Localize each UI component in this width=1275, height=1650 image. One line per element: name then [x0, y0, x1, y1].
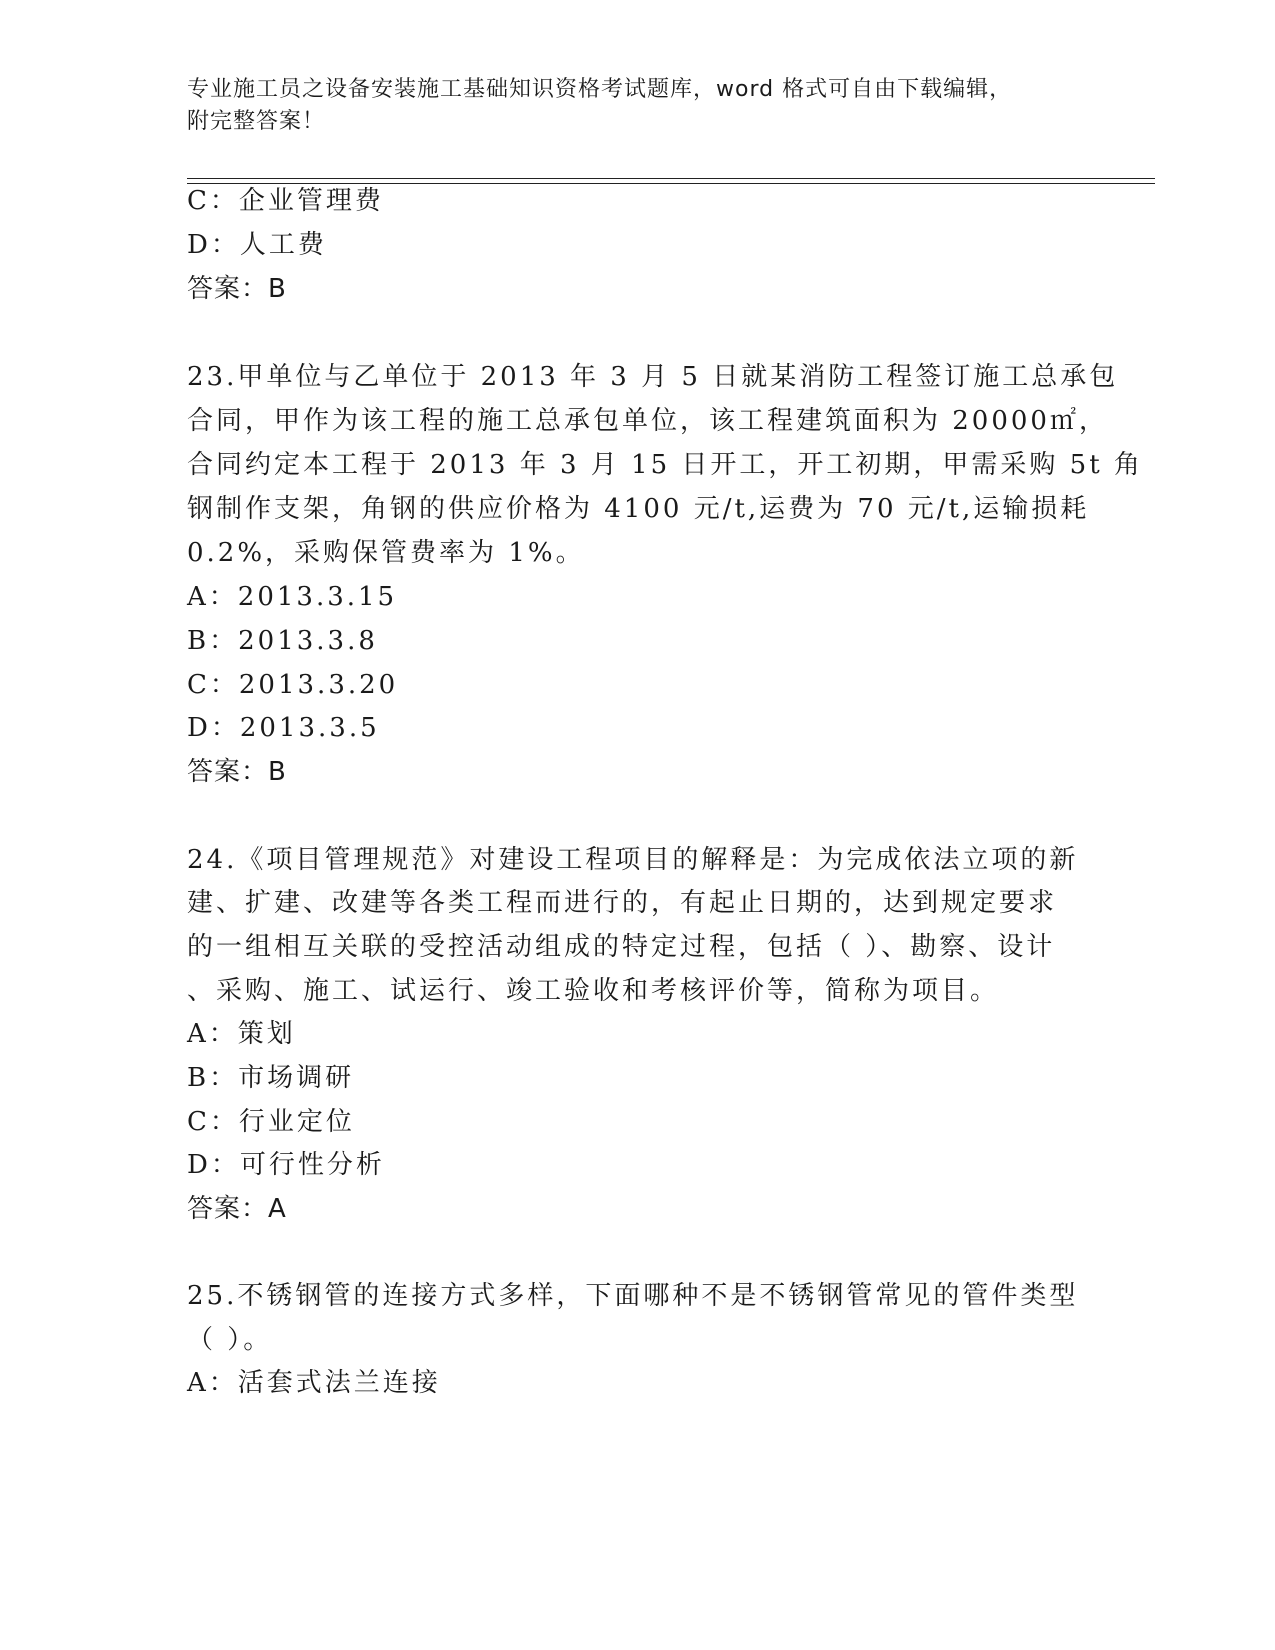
q24-text-line-2: 建、扩建、改建等各类工程而进行的，有起止日期的，达到规定要求	[187, 888, 1058, 918]
q23-option-d: D：2013.3.5	[187, 713, 380, 743]
q24-option-a: A：策划	[187, 1019, 296, 1049]
q24-text-line-4: 、采购、施工、试运行、竣工验收和考核评价等，简称为项目。	[187, 976, 1000, 1006]
q25-text-line-2: （ ）。	[187, 1325, 273, 1355]
q24-text-line-1: 24.《项目管理规范》对建设工程项目的解释是：为完成依法立项的新	[187, 845, 1079, 875]
q23-answer: 答案：B	[187, 757, 287, 787]
page-header	[187, 74, 1087, 138]
header-title-line-1: 专业施工员之设备安装施工基础知识资格考试题库，word 格式可自由下载编辑，	[187, 77, 1013, 102]
q25-text-line-1: 25.不锈钢管的连接方式多样，下面哪种不是不锈钢管常见的管件类型	[187, 1281, 1079, 1311]
q24-option-d: D：可行性分析	[187, 1150, 385, 1180]
q25-option-a: A：活套式法兰连接	[187, 1368, 441, 1398]
q23-text-line-2: 合同，甲作为该工程的施工总承包单位，该工程建筑面积为 20000㎡，	[187, 406, 1108, 436]
prev-option-c: C：企业管理费	[187, 186, 384, 216]
q24-option-b: B：市场调研	[187, 1063, 355, 1093]
prev-answer: 答案：B	[187, 274, 287, 304]
prev-option-d: D：人工费	[187, 230, 327, 260]
q23-text-line-5: 0.2%，采购保管费率为 1%。	[187, 538, 585, 568]
q24-answer: 答案：A	[187, 1194, 287, 1224]
q23-text-line-1: 23.甲单位与乙单位于 2013 年 3 月 5 日就某消防工程签订施工总承包	[187, 362, 1119, 392]
q23-option-a: A：2013.3.15	[187, 582, 398, 612]
header-title-line-2: 附完整答案！	[187, 109, 326, 134]
q23-text-line-4: 钢制作支架，角钢的供应价格为 4100 元/t,运费为 70 元/t,运输损耗	[187, 494, 1090, 524]
q23-option-b: B：2013.3.8	[187, 626, 378, 656]
q23-text-line-3: 合同约定本工程于 2013 年 3 月 15 日开工，开工初期，甲需采购 5t 角	[187, 450, 1143, 480]
q24-option-c: C：行业定位	[187, 1107, 355, 1137]
q23-option-c: C：2013.3.20	[187, 670, 399, 700]
q24-text-line-3: 的一组相互关联的受控活动组成的特定过程，包括（ ）、勘察、设计	[187, 932, 1056, 962]
